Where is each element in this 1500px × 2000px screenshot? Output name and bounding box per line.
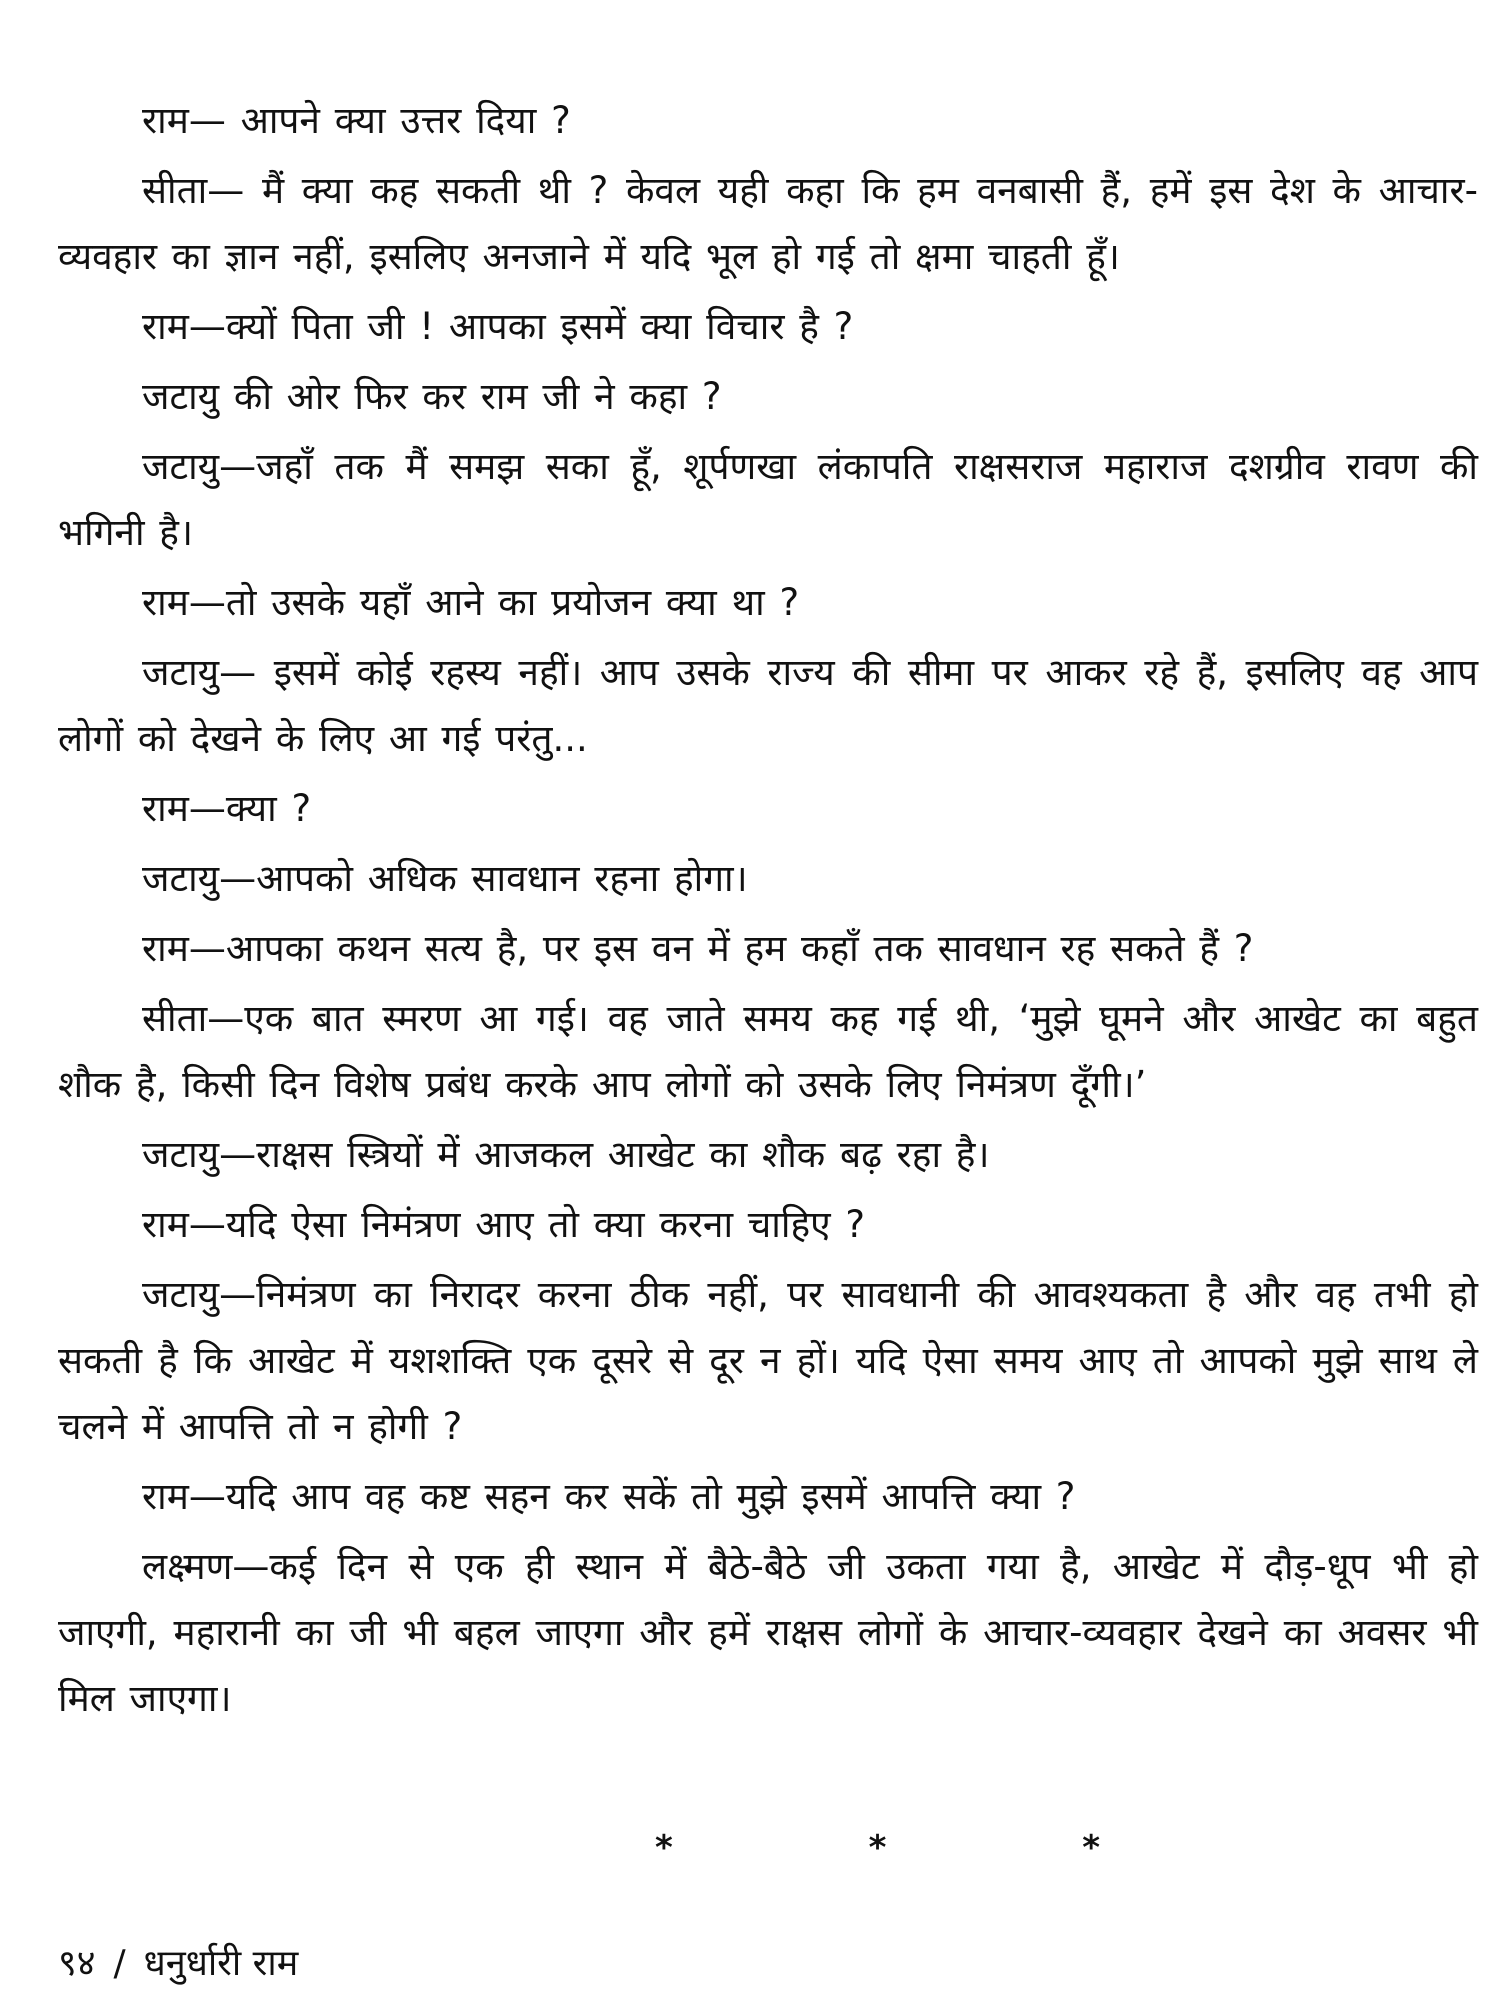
page-footer <box>58 1940 298 1988</box>
dialogue-paragraph: राम—यदि आप वह कष्ट सहन कर सकें तो मुझे इसमें आपत्ति क्या ? <box>142 1475 1076 1518</box>
dialogue-paragraph: जटायु—आपको अधिक सावधान रहना होगा। <box>142 857 748 900</box>
dialogue-paragraph: सीता—एक बात स्मरण आ गई। वह जाते समय कह गई थी, ‘मुझे घूमने और आखेट का बहुत शौक है, किसी दिन विशेष प्रबंध करके आप लोगों को उसके लिए निमंत्रण दूँगी।’ <box>58 997 1478 1106</box>
narration-paragraph: जटायु की ओर फिर कर राम जी ने कहा ? <box>142 375 722 418</box>
dialogue-paragraph: राम—तो उसके यहाँ आने का प्रयोजन क्या था ? <box>142 581 800 624</box>
section-break: * * * <box>655 1828 1193 1868</box>
dialogue-paragraph: राम—क्यों पिता जी ! आपका इसमें क्या विचार है ? <box>142 305 854 348</box>
dialogue-paragraph: राम—यदि ऐसा निमंत्रण आए तो क्या करना चाहिए ? <box>142 1203 865 1246</box>
footer-separator: / <box>113 1943 126 1984</box>
dialogue-paragraph: राम— आपने क्या उत्तर दिया ? <box>142 99 571 142</box>
dialogue-paragraph: सीता— मैं क्या कह सकती थी ? केवल यही कहा कि हम वनबासी हैं, हमें इस देश के आचार-व्यवहार का ज्ञान नहीं, इसलिए अनजाने में यदि भूल हो गई तो क्षमा चाहती हूँ। <box>58 169 1478 278</box>
dialogue-paragraph: जटायु—निमंत्रण का निरादर करना ठीक नहीं, पर सावधानी की आवश्यकता है और वह तभी हो सकती है कि आखेट में यशशक्ति एक दूसरे से दूर न हों। यदि ऐसा समय आए तो आपको मुझे साथ ले चलने में आपत्ति तो न होगी ? <box>58 1273 1478 1448</box>
dialogue-paragraph: जटायु—राक्षस स्त्रियों में आजकल आखेट का शौक बढ़ रहा है। <box>142 1133 990 1176</box>
page-body <box>58 88 1478 1736</box>
dialogue-paragraph: लक्ष्मण—कई दिन से एक ही स्थान में बैठे-बैठे जी उकता गया है, आखेट में दौड़-धूप भी हो जाएगी, महारानी का जी भी बहल जाएगा और हमें राक्षस लोगों के आचार-व्यवहार देखने का अवसर भी मिल जाएगा। <box>58 1545 1478 1720</box>
page-number: ९४ <box>58 1943 96 1984</box>
dialogue-paragraph: जटायु—जहाँ तक मैं समझ सका हूँ, शूर्पणखा लंकापति राक्षसराज महाराज दशग्रीव रावण की भगिनी है। <box>58 445 1478 554</box>
dialogue-paragraph: राम—क्या ? <box>142 787 312 830</box>
dialogue-paragraph: राम—आपका कथन सत्य है, पर इस वन में हम कहाँ तक सावधान रह सकते हैं ? <box>142 927 1254 970</box>
dialogue-paragraph: जटायु— इसमें कोई रहस्य नहीं। आप उसके राज्य की सीमा पर आकर रहे हैं, इसलिए वह आप लोगों को देखने के लिए आ गई परंतु... <box>58 651 1478 760</box>
book-title: धनुर्धारी राम <box>143 1943 299 1984</box>
